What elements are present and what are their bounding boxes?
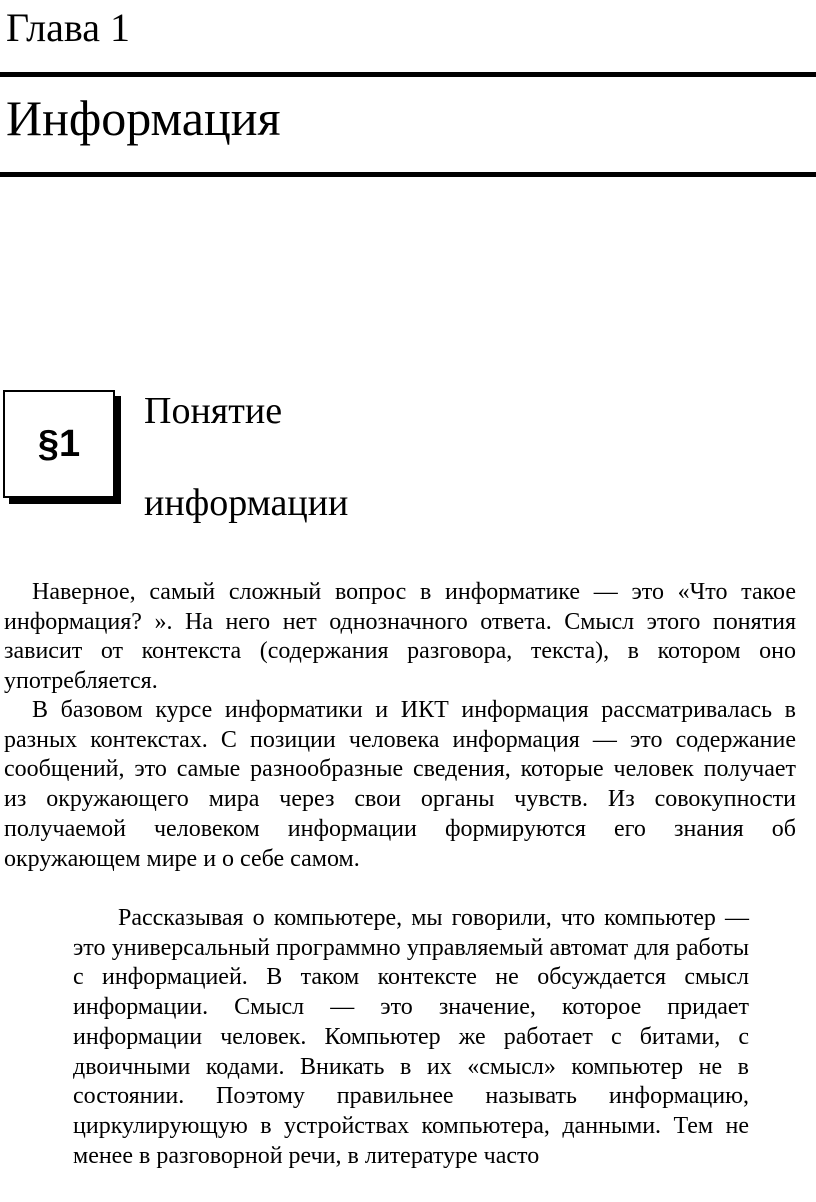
- chapter-bottom-rule: [0, 172, 816, 177]
- paragraph-2: В базовом курсе информатики и ИКТ информация рассматривалась в разных контекстах. С позиции человека информация — это содержание сообщений, это самые разнообразные сведения, которые человек получает из окружающего мира через свои органы чувств. Из совокупности получаемой человеком информации формируются его знания об окружающем мире и о себе самом.: [4, 697, 796, 872]
- chapter-title: Информация: [6, 90, 281, 146]
- section-number-box: [3, 390, 115, 498]
- section-title-line-1: Понятие: [144, 390, 283, 432]
- paragraph-1: Наверное, самый сложный вопрос в информатике — это «Что такое информация? ». На него нет однозначного ответа. Смысл этого понятия зависит от контекста (содержания разговора, текста), в котором оно употребляется.: [4, 579, 796, 695]
- chapter-top-rule: [0, 72, 816, 77]
- section-number: §1: [37, 423, 81, 465]
- chapter-label: Глава 1: [6, 5, 130, 50]
- paragraph-3: Рассказывая о компьютере, мы говорили, что компьютер — это универсальный программно управляемый автомат для работы с информацией. В таком контексте не обсуждается смысл информации. Смысл — это значение, которое придает информации человек. Компьютер же работает с битами, с двоичными кодами. Вникать в их «смысл» компьютер не в состоянии. Поэтому правильнее называть информацию, циркулирующую в устройствах компьютера, данными. Тем не менее в разговорной речи, в литературе часто: [73, 905, 749, 1169]
- section-title-line-2: информации: [144, 482, 349, 524]
